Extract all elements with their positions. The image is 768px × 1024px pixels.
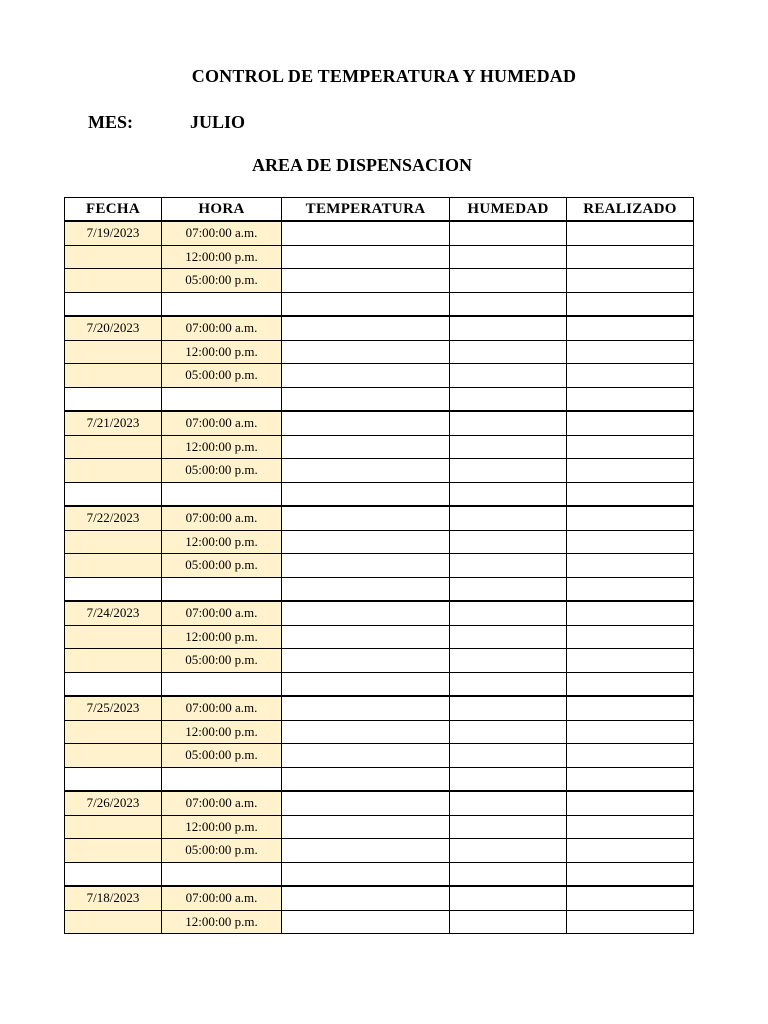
temperatura-cell[interactable] — [282, 839, 450, 863]
blank-row — [65, 387, 694, 411]
fecha-cell: 7/19/2023 — [65, 221, 162, 245]
fecha-cell — [65, 767, 162, 791]
humedad-cell[interactable] — [450, 269, 567, 293]
humedad-cell[interactable] — [450, 815, 567, 839]
hora-cell — [162, 292, 282, 316]
humedad-cell[interactable] — [450, 767, 567, 791]
humedad-cell[interactable] — [450, 530, 567, 554]
temperatura-cell[interactable] — [282, 316, 450, 340]
realizado-cell[interactable] — [567, 767, 694, 791]
humedad-cell[interactable] — [450, 791, 567, 815]
temperatura-cell[interactable] — [282, 387, 450, 411]
temperatura-cell[interactable] — [282, 886, 450, 910]
humedad-cell[interactable] — [450, 601, 567, 625]
table-row — [65, 696, 694, 720]
table-row — [65, 530, 694, 554]
realizado-cell[interactable] — [567, 862, 694, 886]
realizado-cell[interactable] — [567, 221, 694, 245]
fecha-cell: 7/24/2023 — [65, 601, 162, 625]
humedad-cell[interactable] — [450, 910, 567, 934]
hora-cell: 12:00:00 p.m. — [162, 815, 282, 839]
realizado-cell[interactable] — [567, 601, 694, 625]
temperatura-cell[interactable] — [282, 815, 450, 839]
fecha-cell: 7/26/2023 — [65, 791, 162, 815]
hora-cell: 12:00:00 p.m. — [162, 720, 282, 744]
hora-cell: 12:00:00 p.m. — [162, 340, 282, 364]
table-row — [65, 435, 694, 459]
temperatura-cell[interactable] — [282, 744, 450, 768]
fecha-cell: 7/22/2023 — [65, 506, 162, 530]
temperatura-cell[interactable] — [282, 530, 450, 554]
humedad-cell[interactable] — [450, 411, 567, 435]
realizado-cell[interactable] — [567, 744, 694, 768]
table-row — [65, 625, 694, 649]
hora-cell: 05:00:00 p.m. — [162, 744, 282, 768]
fecha-cell — [65, 292, 162, 316]
realizado-cell[interactable] — [567, 269, 694, 293]
fecha-cell — [65, 530, 162, 554]
fecha-cell — [65, 720, 162, 744]
fecha-cell — [65, 862, 162, 886]
humedad-cell[interactable] — [450, 577, 567, 601]
humedad-cell[interactable] — [450, 221, 567, 245]
realizado-cell[interactable] — [567, 815, 694, 839]
realizado-cell[interactable] — [567, 577, 694, 601]
temperatura-cell[interactable] — [282, 292, 450, 316]
temperatura-cell[interactable] — [282, 601, 450, 625]
header-row — [65, 198, 694, 222]
temperatura-cell[interactable] — [282, 364, 450, 388]
area-title: AREA DE DISPENSACION — [252, 155, 473, 175]
table-row — [65, 839, 694, 863]
hora-cell — [162, 387, 282, 411]
temperatura-cell[interactable] — [282, 340, 450, 364]
humedad-cell[interactable] — [450, 340, 567, 364]
temperatura-cell[interactable] — [282, 435, 450, 459]
humedad-cell[interactable] — [450, 364, 567, 388]
hora-cell: 05:00:00 p.m. — [162, 554, 282, 578]
hora-cell: 07:00:00 a.m. — [162, 791, 282, 815]
fecha-cell — [65, 435, 162, 459]
table-row — [65, 221, 694, 245]
fecha-cell — [65, 340, 162, 364]
hora-cell: 07:00:00 a.m. — [162, 506, 282, 530]
blank-row — [65, 482, 694, 506]
fecha-cell: 7/18/2023 — [65, 886, 162, 910]
realizado-cell[interactable] — [567, 839, 694, 863]
hora-cell: 12:00:00 p.m. — [162, 910, 282, 934]
fecha-cell: 7/25/2023 — [65, 696, 162, 720]
fecha-cell — [65, 459, 162, 483]
hora-cell: 12:00:00 p.m. — [162, 435, 282, 459]
fecha-cell — [65, 672, 162, 696]
hora-cell: 05:00:00 p.m. — [162, 269, 282, 293]
realizado-cell[interactable] — [567, 530, 694, 554]
column-header-humedad: HUMEDAD — [450, 198, 567, 222]
hora-cell: 05:00:00 p.m. — [162, 649, 282, 673]
temperatura-cell[interactable] — [282, 269, 450, 293]
table-row — [65, 815, 694, 839]
humedad-cell[interactable] — [450, 435, 567, 459]
realizado-cell[interactable] — [567, 387, 694, 411]
fecha-cell — [65, 649, 162, 673]
realizado-cell[interactable] — [567, 459, 694, 483]
fecha-cell — [65, 744, 162, 768]
realizado-cell[interactable] — [567, 340, 694, 364]
humedad-cell[interactable] — [450, 506, 567, 530]
hora-cell: 07:00:00 a.m. — [162, 696, 282, 720]
table-row — [65, 601, 694, 625]
realizado-cell[interactable] — [567, 886, 694, 910]
hora-cell: 07:00:00 a.m. — [162, 316, 282, 340]
fecha-cell — [65, 910, 162, 934]
temperatura-cell[interactable] — [282, 411, 450, 435]
temperatura-cell[interactable] — [282, 696, 450, 720]
realizado-cell[interactable] — [567, 482, 694, 506]
temperatura-cell[interactable] — [282, 767, 450, 791]
temperatura-cell[interactable] — [282, 862, 450, 886]
fecha-cell — [65, 245, 162, 269]
realizado-cell[interactable] — [567, 245, 694, 269]
humedad-cell[interactable] — [450, 862, 567, 886]
table-row — [65, 649, 694, 673]
table-row — [65, 269, 694, 293]
hora-cell: 07:00:00 a.m. — [162, 886, 282, 910]
realizado-cell[interactable] — [567, 649, 694, 673]
blank-row — [65, 292, 694, 316]
fecha-cell — [65, 554, 162, 578]
humedad-cell[interactable] — [450, 387, 567, 411]
humedad-cell[interactable] — [450, 459, 567, 483]
fecha-cell — [65, 815, 162, 839]
temperatura-cell[interactable] — [282, 649, 450, 673]
control-table — [64, 197, 694, 934]
realizado-cell[interactable] — [567, 672, 694, 696]
humedad-cell[interactable] — [450, 649, 567, 673]
table-row — [65, 506, 694, 530]
table-row — [65, 886, 694, 910]
humedad-cell[interactable] — [450, 625, 567, 649]
hora-cell — [162, 767, 282, 791]
hora-cell: 07:00:00 a.m. — [162, 601, 282, 625]
temperatura-cell[interactable] — [282, 577, 450, 601]
realizado-cell[interactable] — [567, 411, 694, 435]
hora-cell — [162, 482, 282, 506]
temperatura-cell[interactable] — [282, 245, 450, 269]
table-row — [65, 245, 694, 269]
realizado-cell[interactable] — [567, 625, 694, 649]
blank-row — [65, 577, 694, 601]
column-header-hora: HORA — [162, 198, 282, 222]
temperatura-cell[interactable] — [282, 672, 450, 696]
humedad-cell[interactable] — [450, 554, 567, 578]
temperatura-cell[interactable] — [282, 221, 450, 245]
table-body — [65, 221, 694, 934]
hora-cell — [162, 862, 282, 886]
column-header-temperatura: TEMPERATURA — [282, 198, 450, 222]
hora-cell: 05:00:00 p.m. — [162, 459, 282, 483]
realizado-cell[interactable] — [567, 364, 694, 388]
page-title: CONTROL DE TEMPERATURA Y HUMEDAD — [191, 66, 577, 86]
hora-cell: 07:00:00 a.m. — [162, 221, 282, 245]
fecha-cell — [65, 839, 162, 863]
humedad-cell[interactable] — [450, 482, 567, 506]
realizado-cell[interactable] — [567, 506, 694, 530]
table-row — [65, 744, 694, 768]
temperatura-cell[interactable] — [282, 791, 450, 815]
humedad-cell[interactable] — [450, 696, 567, 720]
temperatura-cell[interactable] — [282, 459, 450, 483]
table-row — [65, 554, 694, 578]
column-header-fecha: FECHA — [65, 198, 162, 222]
humedad-cell[interactable] — [450, 720, 567, 744]
realizado-cell[interactable] — [567, 292, 694, 316]
fecha-cell — [65, 364, 162, 388]
humedad-cell[interactable] — [450, 886, 567, 910]
month-value: JULIO — [190, 112, 246, 132]
table-row — [65, 411, 694, 435]
realizado-cell[interactable] — [567, 435, 694, 459]
table-row — [65, 364, 694, 388]
temperatura-cell[interactable] — [282, 506, 450, 530]
realizado-cell[interactable] — [567, 316, 694, 340]
fecha-cell — [65, 269, 162, 293]
temperatura-cell[interactable] — [282, 910, 450, 934]
humedad-cell[interactable] — [450, 292, 567, 316]
hora-cell: 12:00:00 p.m. — [162, 530, 282, 554]
hora-cell: 12:00:00 p.m. — [162, 625, 282, 649]
humedad-cell[interactable] — [450, 245, 567, 269]
fecha-cell — [65, 482, 162, 506]
humedad-cell[interactable] — [450, 839, 567, 863]
table-row — [65, 316, 694, 340]
fecha-cell — [65, 387, 162, 411]
humedad-cell[interactable] — [450, 744, 567, 768]
temperatura-cell[interactable] — [282, 482, 450, 506]
table-row — [65, 720, 694, 744]
realizado-cell[interactable] — [567, 554, 694, 578]
hora-cell: 07:00:00 a.m. — [162, 411, 282, 435]
hora-cell: 12:00:00 p.m. — [162, 245, 282, 269]
humedad-cell[interactable] — [450, 316, 567, 340]
realizado-cell[interactable] — [567, 910, 694, 934]
hora-cell: 05:00:00 p.m. — [162, 364, 282, 388]
table-row — [65, 459, 694, 483]
temperatura-cell[interactable] — [282, 625, 450, 649]
realizado-cell[interactable] — [567, 696, 694, 720]
hora-cell — [162, 577, 282, 601]
column-header-realizado: REALIZADO — [567, 198, 694, 222]
fecha-cell: 7/21/2023 — [65, 411, 162, 435]
table-row — [65, 340, 694, 364]
blank-row — [65, 672, 694, 696]
fecha-cell: 7/20/2023 — [65, 316, 162, 340]
realizado-cell[interactable] — [567, 791, 694, 815]
hora-cell: 05:00:00 p.m. — [162, 839, 282, 863]
temperatura-cell[interactable] — [282, 720, 450, 744]
blank-row — [65, 767, 694, 791]
temperatura-cell[interactable] — [282, 554, 450, 578]
blank-row — [65, 862, 694, 886]
month-label: MES: — [88, 112, 133, 132]
realizado-cell[interactable] — [567, 720, 694, 744]
fecha-cell — [65, 577, 162, 601]
table-row — [65, 791, 694, 815]
fecha-cell — [65, 625, 162, 649]
humedad-cell[interactable] — [450, 672, 567, 696]
hora-cell — [162, 672, 282, 696]
table-row — [65, 910, 694, 934]
